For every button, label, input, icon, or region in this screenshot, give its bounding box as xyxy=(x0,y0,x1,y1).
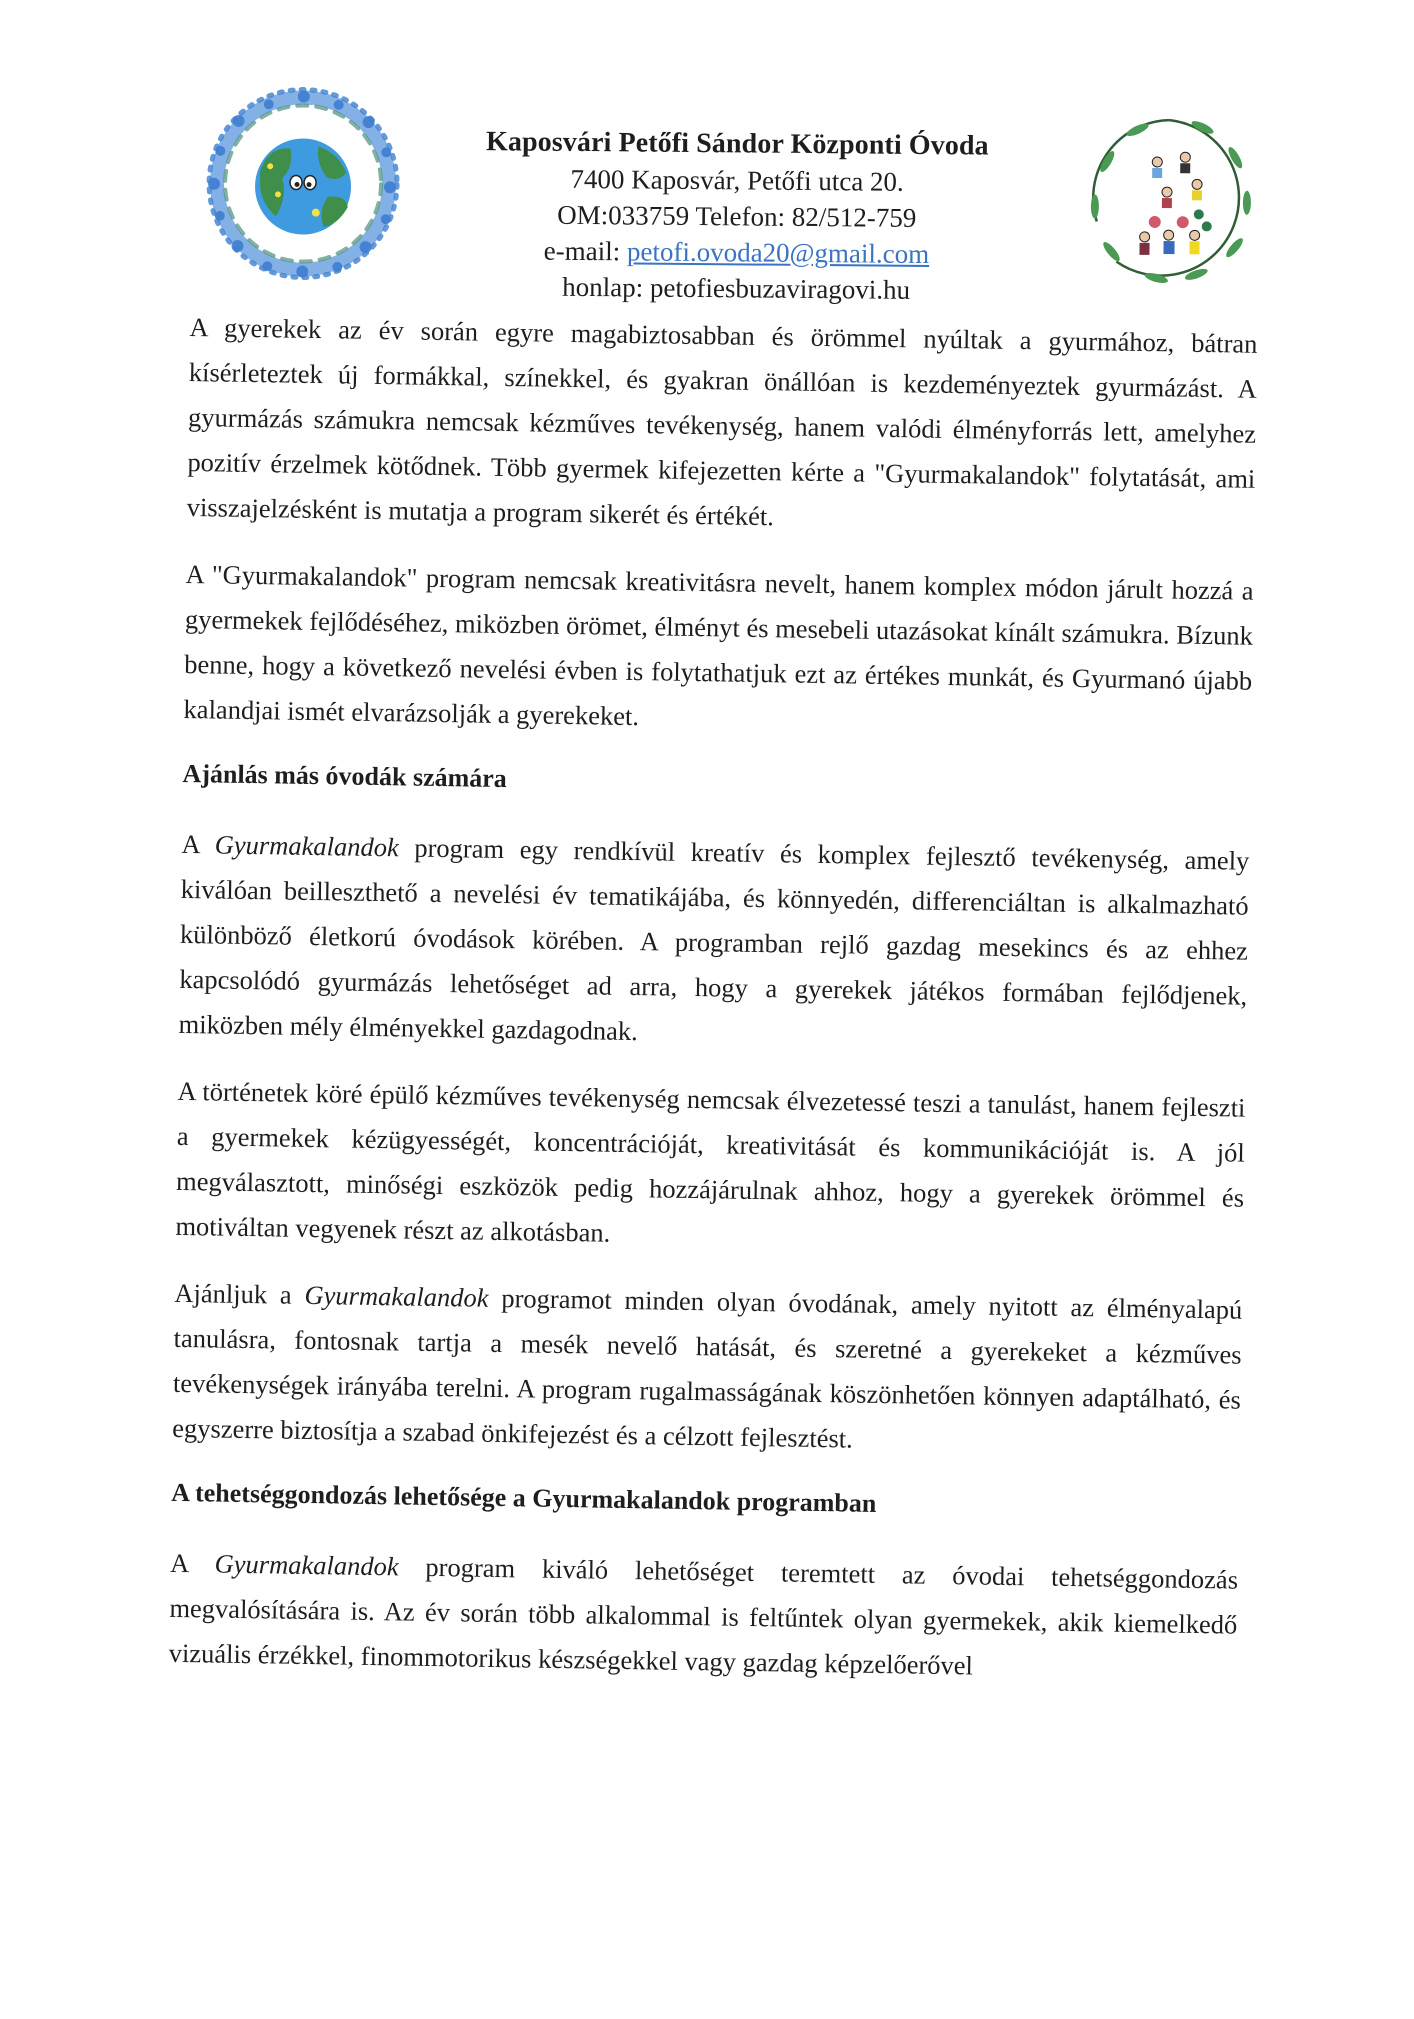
organization-om-phone: OM:033759 Telefon: 82/512-759 xyxy=(557,199,917,233)
organization-email-line xyxy=(441,232,1031,273)
program-name-italic: Gyurmakalandok xyxy=(304,1279,489,1313)
section-heading: Ajánlás más óvodák számára xyxy=(182,758,508,794)
text-run: A xyxy=(181,828,215,860)
text-run: program egy rendkívül kreatív és komplex fejlesztő tevékenység, amely kiválóan beilleszthető a nevelési év tematikájába, és könnyedén, differenciáltan is alkalmazható különböző életkorú óvodások körében. A programban rejlő gazdag mesekincs és az ehhez kapcsolódó gyurmázás lehetőséget ad arra, hogy a gyerekek játékos formában fejlődjenek, miközben mély élményekkel gazdagodnak. xyxy=(178,832,1250,1047)
program-name-italic: Gyurmakalandok xyxy=(214,1548,399,1582)
children-leaf-wreath-logo-icon xyxy=(1076,101,1263,293)
document-body xyxy=(168,305,1258,1715)
earth-flower-wreath-logo-icon xyxy=(197,86,409,283)
paragraph: A "Gyurmakalandok" program nemcsak kreativitásra nevelt, hanem komplex módon járult hozzá a gyermekek fejlődéséhez, miközben örömet, élményt és mesebeli utazásokat kínált számukra. Bízunk benne, hogy a következő nevelési évben is folytathatjuk ezt az értékes munkát, és Gyurmanó újabb kalandjai ismét elvarázsolják a gyerekeket. xyxy=(183,558,1254,732)
section-heading: A tehetséggondozás lehetősége a Gyurmakalandok programban xyxy=(171,1477,877,1518)
paragraph xyxy=(172,1271,1243,1468)
organization-address: 7400 Kaposvár, Petőfi utca 20. xyxy=(570,163,904,197)
text-run: programot minden olyan óvodának, amely nyitott az élményalapú tanulásra, fontosnak tartja a mesék nevelő hatását, és szeretné a gyerekeket a kézműves tevékenységek irányába terelni. A program rugalmasságának köszönhetően könnyen adaptálható, és egyszerre biztosítja a szabad önkifejezést és a célzott fejlesztést. xyxy=(172,1282,1243,1454)
paragraph xyxy=(178,822,1249,1064)
program-name-italic: Gyurmakalandok xyxy=(214,829,399,863)
text-run: A xyxy=(169,1547,215,1579)
paragraph: A történetek köré épülő kézműves tevékenység nemcsak élvezetessé teszi a tanulást, hanem fejleszti a gyermekek kézügyességét, koncentrációját, kreativitását és kommunikációját is. A jól megválasztott, minőségi eszközök pedig hozzájárulnak ahhoz, hogy a gyerekek örömmel és motiváltan vegyenek részt az alkotásban. xyxy=(175,1075,1246,1248)
text-run: program kiváló lehetőséget teremtett az óvodai tehetséggondozás megvalósítására is. Az év során több alkalommal is feltűntek olyan gyermekek, akik kiemelkedő vizuális érzékkel, finommotorikus készségekkel vagy gazdag képzelőerővel xyxy=(168,1551,1239,1681)
letterhead xyxy=(1,2,1414,314)
text-run: Ajánljuk a xyxy=(174,1277,305,1310)
email-link[interactable]: petofi.ovoda20@gmail.com xyxy=(626,236,930,270)
organization-name: Kaposvári Petőfi Sándor Központi Óvoda xyxy=(485,126,989,162)
organization-info xyxy=(441,124,1033,309)
organization-website: honlap: petofiesbuzaviragovi.hu xyxy=(562,271,911,305)
paragraph xyxy=(168,1541,1238,1693)
email-label: e-mail: xyxy=(543,235,628,267)
paragraph: A gyerekek az év során egyre magabiztosabban és örömmel nyúltak a gyurmához, bátran kísérleteztek új formákkal, színekkel, és gyakran önállóan is kezdeményeztek gyurmázást. A gyurmázás számukra nemcsak kézműves tevékenység, hanem valódi élményforrás lett, amelyhez pozitív érzelmek kötődnek. Több gyermek kifejezetten kérte a "Gyurmakalandok" folytatását, ami visszajelzésként is mutatja a program sikerét és értékét. xyxy=(186,311,1258,532)
